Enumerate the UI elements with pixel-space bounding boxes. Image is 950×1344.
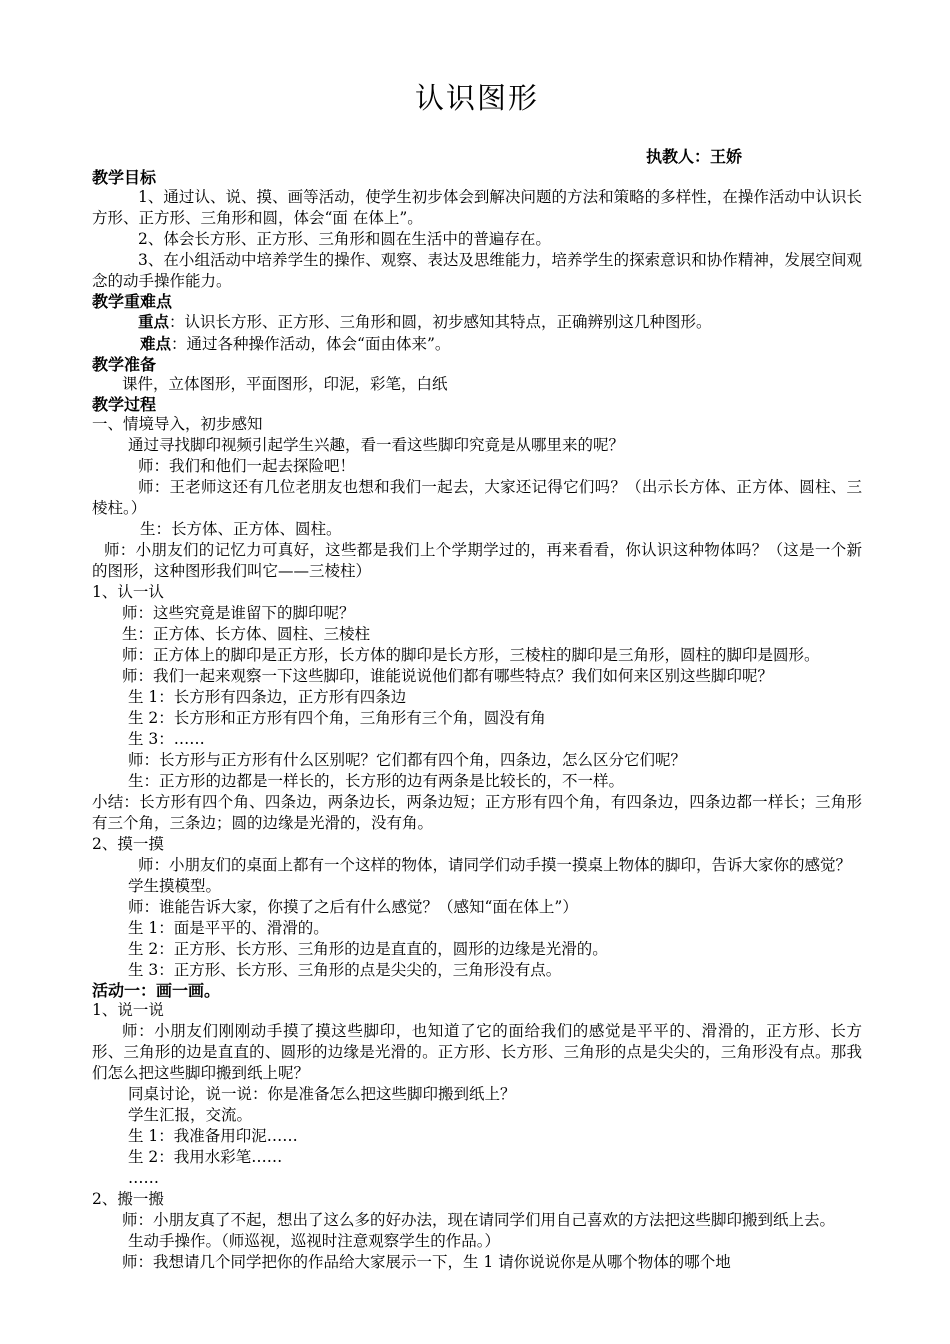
paragraph: 同桌讨论，说一说：你是准备怎么把这些脚印搬到纸上？ xyxy=(128,1085,516,1103)
paragraph: 师：我们一起来观察一下这些脚印，谁能说说他们都有哪些特点？我们如何来区别这些脚印呢？ xyxy=(122,667,774,685)
paragraph: 1、说一说 xyxy=(92,1001,164,1019)
page-title: 认识图形 xyxy=(414,81,539,115)
paragraph: 师：这些究竟是谁留下的脚印呢？ xyxy=(122,604,355,622)
key-label: 重点 xyxy=(138,312,170,331)
section-heading-goals: 教学目标 xyxy=(92,168,157,187)
paragraph: 3、在小组活动中培养学生的操作、观察、表达及思维能力，培养学生的探索意识和协作精神，发展空间观念的动手操作能力。 xyxy=(92,251,862,290)
paragraph: 生动手操作。（师巡视，巡视时注意观察学生的作品。） xyxy=(128,1232,501,1250)
paragraph: 小结：长方形有四个角、四条边，两条边长，两条边短；正方形有四个角，有四条边，四条边都一样长；三角形有三个角，三条边；圆的边缘是光滑的，没有角。 xyxy=(92,793,862,832)
paragraph: 2、搬一搬 xyxy=(92,1190,164,1208)
paragraph: 生 1：我准备用印泥…… xyxy=(128,1127,298,1145)
paragraph: 师：我想请几个同学把你的作品给大家展示一下，生 1 请你说说你是从哪个物体的哪个地 xyxy=(122,1253,731,1271)
paragraph: 学生摸模型。 xyxy=(128,877,222,895)
paragraph: 生 1：面是平平的、滑滑的。 xyxy=(128,919,329,937)
section-heading-process: 教学过程 xyxy=(92,395,157,414)
paragraph: 师：正方体上的脚印是正方形，长方体的脚印是长方形，三棱柱的脚印是三角形，圆柱的脚印是圆形。 xyxy=(122,646,820,664)
document-page xyxy=(92,78,862,1273)
paragraph: 生：长方体、正方体、圆柱。 xyxy=(140,520,342,538)
key-point xyxy=(92,311,862,333)
difficulty-text: ：通过各种操作活动，体会“面由体来”。 xyxy=(171,335,451,353)
paragraph: 师：长方形与正方形有什么区别呢？它们都有四个角，四条边，怎么区分它们呢？ xyxy=(128,751,687,769)
paragraph: 生 1：长方形有四条边，正方形有四条边 xyxy=(128,688,407,706)
paragraph: 生 2：正方形、长方形、三角形的边是直直的，圆形的边缘是光滑的。 xyxy=(128,940,608,958)
paragraph: 师：小朋友们的桌面上都有一个这样的物体，请同学们动手摸一摸桌上物体的脚印，告诉大家你的感觉？ xyxy=(138,856,852,874)
key-text: ：认识长方形、正方形、三角形和圆，初步感知其特点，正确辨别这几种图形。 xyxy=(169,313,712,331)
paragraph: 1、通过认、说、摸、画等活动，使学生初步体会到解决问题的方法和策略的多样性，在操作活动中认识长方形、正方形、三角形和圆，体会“面 在体上”。 xyxy=(92,188,862,227)
paragraph: 师：谁能告诉大家，你摸了之后有什么感觉？（感知“面在体上”） xyxy=(128,898,578,916)
paragraph: 一、情境导入，初步感知 xyxy=(92,415,263,433)
paragraph: 生 3：正方形、长方形、三角形的点是尖尖的，三角形没有点。 xyxy=(128,961,562,979)
paragraph: 1、认一认 xyxy=(92,583,164,601)
paragraph: 生 3：…… xyxy=(128,730,205,748)
paragraph: 生：正方体、长方体、圆柱、三棱柱 xyxy=(122,625,371,643)
paragraph: …… xyxy=(128,1169,159,1187)
paragraph: 师：王老师这还有几位老朋友也想和我们一起去，大家还记得它们吗？（出示长方体、正方体、圆柱、三棱柱。） xyxy=(92,478,862,517)
paragraph: 2、摸一摸 xyxy=(92,835,164,853)
difficulty-point xyxy=(92,333,862,355)
section-heading-key: 教学重难点 xyxy=(92,292,173,311)
paragraph: 课件，立体图形，平面图形，印泥，彩笔，白纸 xyxy=(122,375,448,393)
paragraph: 师：小朋友们的记忆力可真好，这些都是我们上个学期学过的，再来看看，你认识这种物体吗？（这是一个新的图形，这种图形我们叫它——三棱柱） xyxy=(92,541,862,580)
paragraph: 2、体会长方形、正方形、三角形和圆在生活中的普遍存在。 xyxy=(138,230,551,248)
paragraph: 师：小朋友们刚刚动手摸了摸这些脚印，也知道了它的面给我们的感觉是平平的、滑滑的，正方形、长方形、三角形的边是直直的、圆形的边缘是光滑的。正方形、长方形、三角形的点是尖尖的，三角形没有点。那我们怎么把这些脚印搬到纸上呢？ xyxy=(92,1022,862,1082)
paragraph: 师：我们和他们一起去探险吧！ xyxy=(138,457,356,475)
activity-heading: 活动一：画一画。 xyxy=(92,981,221,1000)
paragraph: 生 2：我用水彩笔…… xyxy=(128,1148,283,1166)
paragraph: 学生汇报，交流。 xyxy=(128,1106,253,1124)
author-line: 执教人：王娇 xyxy=(645,147,742,166)
difficulty-label: 难点 xyxy=(140,334,172,353)
section-heading-prep: 教学准备 xyxy=(92,355,157,374)
paragraph: 师：小朋友真了不起，想出了这么多的好办法，现在请同学们用自己喜欢的方法把这些脚印搬到纸上去。 xyxy=(122,1211,836,1229)
paragraph: 生 2：长方形和正方形有四个角，三角形有三个角，圆没有角 xyxy=(128,709,546,727)
paragraph: 通过寻找脚印视频引起学生兴趣，看一看这些脚印究竟是从哪里来的呢？ xyxy=(128,436,625,454)
paragraph: 生：正方形的边都是一样长的，长方形的边有两条是比较长的，不一样。 xyxy=(128,772,625,790)
